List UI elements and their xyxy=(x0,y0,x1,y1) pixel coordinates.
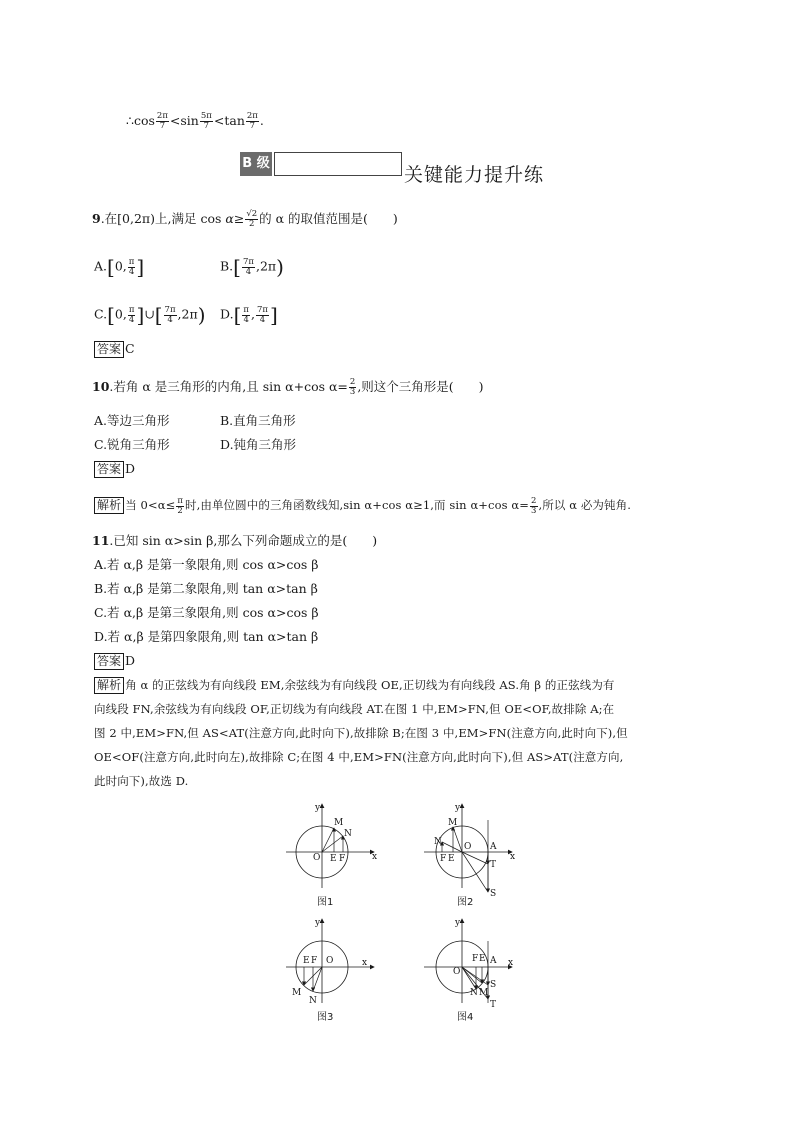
svg-text:N: N xyxy=(434,837,442,847)
option-b: B.直角三角形 xyxy=(220,413,296,428)
svg-text:F: F xyxy=(311,956,318,966)
svg-text:x: x xyxy=(372,852,378,862)
question-text-end: ,则这个三角形是( ) xyxy=(357,379,484,394)
svg-text:M: M xyxy=(334,818,344,828)
level-badge: B 级 xyxy=(240,152,272,176)
svg-text:y: y xyxy=(315,918,321,928)
figure-4-caption: 图4 xyxy=(457,1012,474,1023)
solution-11-line-3: 图 2 中,EM>FN,但 AS<AT(注意方向,此时向下),故排除 B;在图 3 中,EM>FN(注意方向,此时向下),但 xyxy=(94,726,628,740)
svg-text:O: O xyxy=(464,842,472,852)
section-title: 关键能力提升练 xyxy=(404,164,545,186)
banner-box xyxy=(274,152,402,176)
svg-text:O: O xyxy=(313,853,321,863)
answer-10 xyxy=(94,460,135,478)
fraction: $\frac{2\pi}{7}$ xyxy=(246,111,258,131)
svg-text:T: T xyxy=(490,860,497,870)
question-number: 11 xyxy=(92,533,110,548)
question-text-end: 的 α 的取值范围是( ) xyxy=(259,211,398,226)
alpha: α xyxy=(225,211,234,226)
question-number: 9 xyxy=(92,211,101,226)
question-9 xyxy=(92,210,398,229)
svg-text:F: F xyxy=(339,854,346,864)
svg-text:F: F xyxy=(440,854,447,864)
svg-text:F: F xyxy=(472,954,479,964)
option-c: C.锐角三角形 xyxy=(94,437,170,452)
question-number: 10 xyxy=(92,379,110,394)
figure-2-diagram xyxy=(420,800,520,900)
question-11 xyxy=(92,532,377,550)
solution-11-line-4: OE<OF(注意方向,此时向左),故排除 C;在图 4 中,EM>FN(注意方向,此时向下),但 AS>AT(注意方向, xyxy=(94,750,624,764)
fraction: $\frac{2}{3}$ xyxy=(349,377,356,397)
answer-tag: 答案 xyxy=(94,653,124,670)
option-d: D.[ $\frac{\pi}{4}$ , $\frac{7\pi}{4}$ ] xyxy=(220,303,278,327)
svg-text:y: y xyxy=(315,803,321,813)
question-10 xyxy=(92,378,484,397)
answer-11 xyxy=(94,652,135,670)
answer-value: C xyxy=(125,341,135,356)
question-text: .在[0,2π)上,满足 cos xyxy=(100,211,226,226)
solution-11-line-2: 向线段 FN,余弦线为有向线段 OF,正切线为有向线段 AT.在图 1 中,EM>FN,但 OE<OF,故排除 A;在 xyxy=(94,702,615,716)
svg-text:x: x xyxy=(362,958,368,968)
therefore-symbol: ∴ xyxy=(126,113,134,128)
fraction: $\frac{5\pi}{7}$ xyxy=(200,111,212,131)
option-a: A.[0, $\frac{\pi}{4}$ ] xyxy=(94,255,145,279)
svg-text:T: T xyxy=(490,1000,497,1010)
solution-10: 解析 当 0<α≤ $\frac{\pi}{2}$ 时,由单位圆中的三角函数线知,sin α+cos α≥1,而 sin α+cos α= $\frac{2}{3}$ ,所以 α 必为钝角. xyxy=(94,496,631,516)
figure-1-diagram xyxy=(282,800,382,890)
answer-9 xyxy=(94,340,135,358)
answer-value: D xyxy=(125,461,136,476)
svg-text:O: O xyxy=(326,956,334,966)
figure-3-caption: 图3 xyxy=(317,1012,334,1023)
lt-symbol: < xyxy=(169,113,181,128)
svg-text:N: N xyxy=(470,988,478,998)
svg-text:S: S xyxy=(490,980,497,990)
svg-text:E: E xyxy=(448,854,455,864)
solution-tag: 解析 xyxy=(94,497,124,514)
top-inequality xyxy=(126,112,264,131)
question-text: .若角 α 是三角形的内角,且 sin α+cos α= xyxy=(109,379,348,394)
svg-text:y: y xyxy=(455,918,461,928)
option-a: A.等边三角形 xyxy=(94,413,170,428)
fraction: $\frac{√2}{2}$ xyxy=(246,209,258,229)
option-b: B.[ $\frac{7\pi}{4}$ ,2π) xyxy=(220,255,284,279)
fraction: $\frac{2\pi}{7}$ xyxy=(156,111,168,131)
figure-4-diagram xyxy=(420,915,520,1010)
solution-11-line-1: 解析 角 α 的正弦线为有向线段 EM,余弦线为有向线段 OE,正切线为有向线段 AS.角 β 的正弦线为有 xyxy=(94,676,615,694)
option-c: C.若 α,β 是第三象限角,则 cos α>cos β xyxy=(94,605,319,620)
solution-tag: 解析 xyxy=(94,677,124,694)
svg-text:E: E xyxy=(479,954,486,964)
svg-text:N: N xyxy=(344,829,352,839)
svg-text:M: M xyxy=(292,988,302,998)
figure-1-caption: 图1 xyxy=(317,897,334,908)
svg-text:A: A xyxy=(490,842,497,852)
ge-symbol: ≥ xyxy=(233,211,245,226)
figure-2-caption: 图2 xyxy=(457,897,474,908)
svg-text:x: x xyxy=(510,852,516,862)
svg-text:M: M xyxy=(479,988,489,998)
svg-text:M: M xyxy=(448,818,458,828)
svg-text:y: y xyxy=(455,803,461,813)
answer-tag: 答案 xyxy=(94,341,124,358)
question-text: .已知 sin α>sin β,那么下列命题成立的是( ) xyxy=(109,533,378,548)
section-banner xyxy=(240,152,560,186)
svg-text:S: S xyxy=(490,889,497,899)
svg-text:E: E xyxy=(303,956,310,966)
sin-text: sin xyxy=(180,113,199,128)
lt-symbol: < xyxy=(213,113,225,128)
svg-text:E: E xyxy=(330,854,337,864)
option-c: C.[0, $\frac{\pi}{4}$ ]∪[ $\frac{7\pi}{4}$ ,2π) xyxy=(94,303,206,327)
tan-text: tan xyxy=(224,113,245,128)
option-a: A.若 α,β 是第一象限角,则 cos α>cos β xyxy=(94,557,319,572)
solution-11-line-5: 此时向下),故选 D. xyxy=(94,774,189,788)
option-d: D.若 α,β 是第四象限角,则 tan α>tan β xyxy=(94,629,319,644)
period: . xyxy=(259,113,264,128)
answer-tag: 答案 xyxy=(94,461,124,478)
option-b: B.若 α,β 是第二象限角,则 tan α>tan β xyxy=(94,581,318,596)
answer-value: D xyxy=(125,653,136,668)
svg-text:N: N xyxy=(309,996,317,1005)
figure-3-diagram xyxy=(282,915,382,1005)
option-d: D.钝角三角形 xyxy=(220,437,297,452)
cos-text: cos xyxy=(133,113,155,128)
svg-text:A: A xyxy=(490,956,497,966)
svg-text:x: x xyxy=(508,958,514,968)
svg-text:O: O xyxy=(453,967,461,977)
